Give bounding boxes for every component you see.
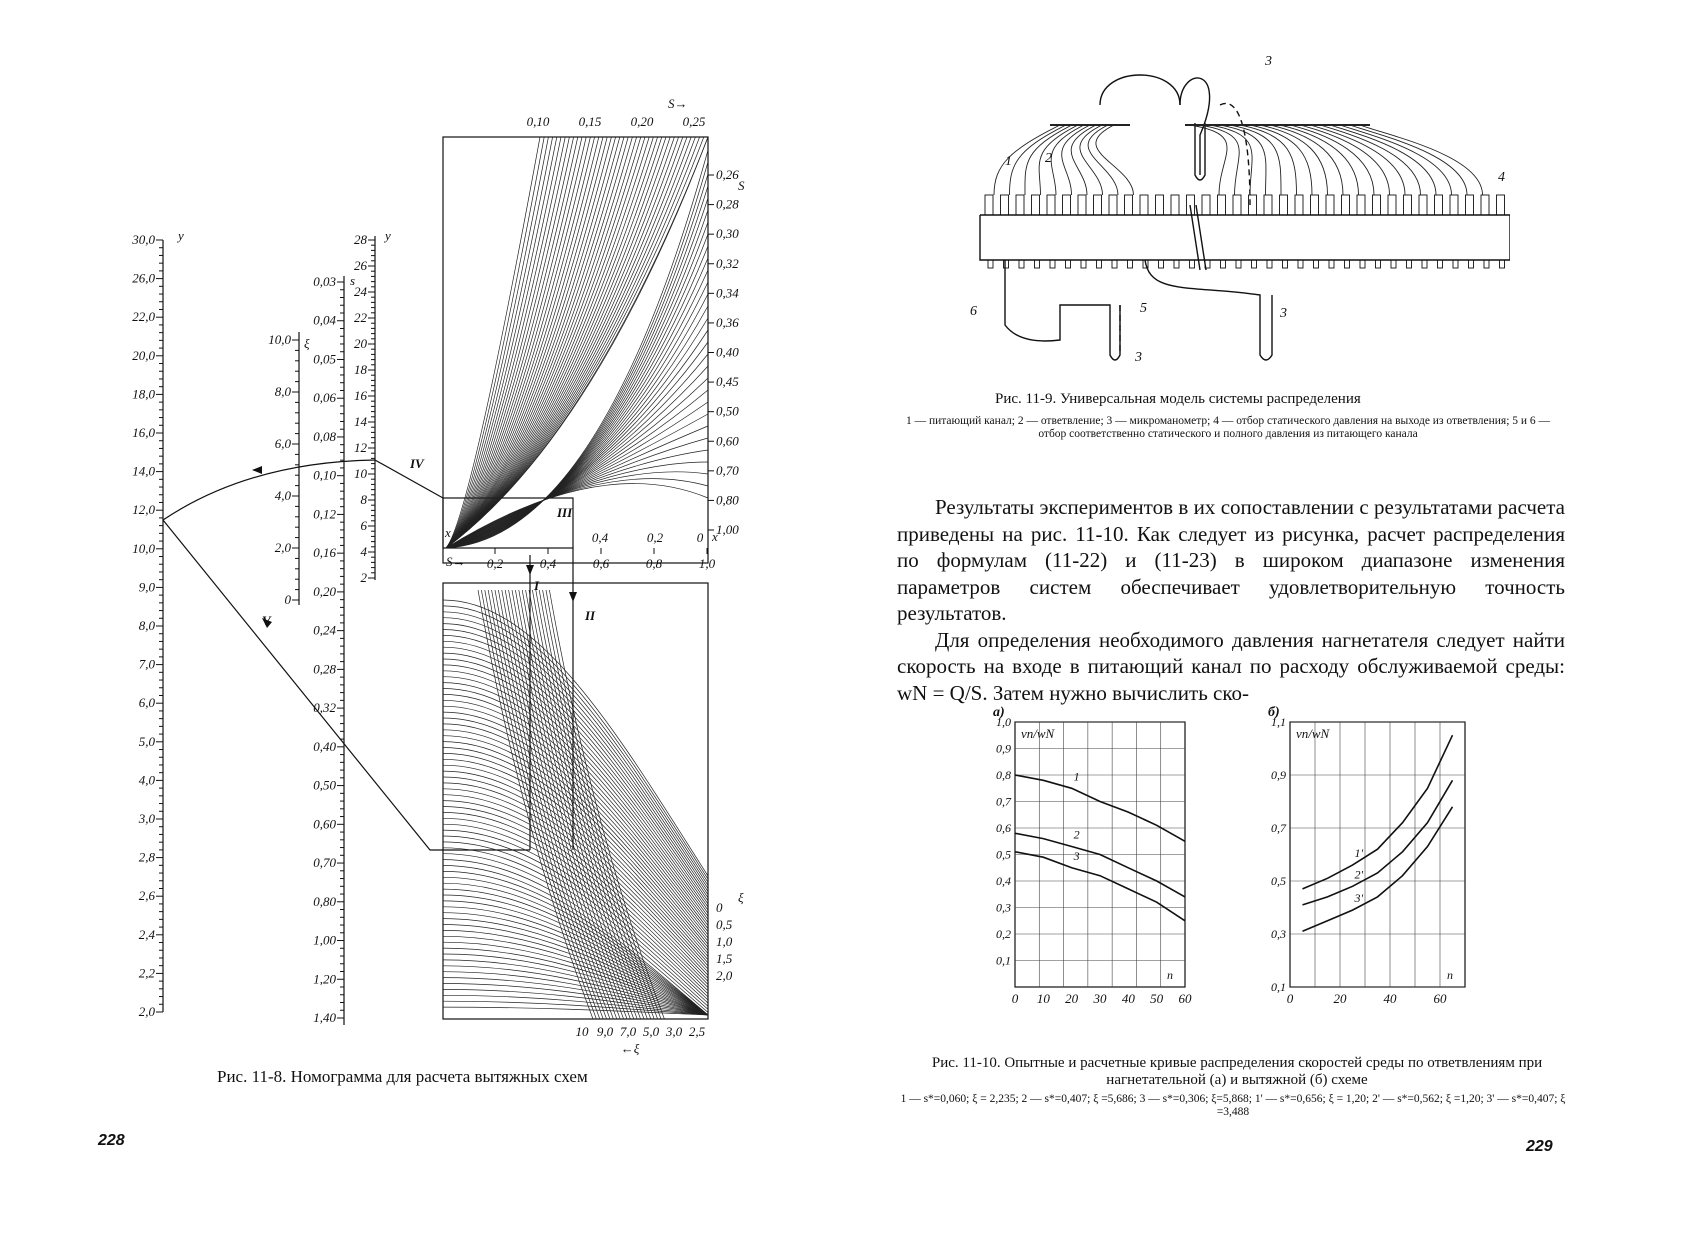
y1-scale-label: 30,0: [132, 232, 155, 247]
mid-axis-label: 0,6: [592, 556, 610, 571]
feeding-channel: [980, 215, 1510, 260]
branch-stub: [1450, 195, 1458, 215]
figure-11-10-legend: 1 — s*=0,060; ξ = 2,235; 2 — s*=0,407; ξ =5,686; 3 — s*=0,306; ξ=5,868; 1' — s*=0,656; ξ = 1,20; 2' — s*=0,562; ξ =1,20; 3' — s*=0,407; ξ =3,488: [900, 1093, 1566, 1118]
y1-scale-label: 2,2: [138, 965, 155, 981]
right-s-axis-label: 0,32: [716, 255, 739, 271]
x-tick-label: 0: [1011, 991, 1019, 1006]
bottom-stub: [1376, 260, 1381, 268]
branch-stub: [1063, 195, 1071, 215]
x-tick-label: 20: [1065, 991, 1079, 1006]
plot-frame: [1290, 722, 1465, 987]
y1-scale-label: 6,0: [138, 695, 155, 711]
x-tick-label: 60: [1178, 991, 1192, 1006]
y-tick-label: 0,1: [996, 953, 1011, 968]
branch-stub: [1373, 195, 1381, 215]
branch-tube-right: [1260, 125, 1328, 195]
series-label-1: 1: [1073, 769, 1080, 784]
series-line-1': [1303, 735, 1453, 889]
y2-scale-title: y: [385, 228, 391, 243]
s-mid-scale-label: 0,12: [313, 506, 336, 522]
inner-x-label: 0: [696, 530, 704, 545]
y1-scale-label: 18,0: [132, 386, 155, 402]
branch-stub: [1497, 195, 1505, 215]
s-mid-scale-label: 0,04: [313, 312, 336, 328]
branch-tubes: [985, 125, 1505, 268]
top-s-axis-label: 0,10: [526, 114, 550, 129]
y1-scale-title: y: [178, 228, 184, 243]
top-s-axis-label: 0,25: [682, 114, 706, 129]
branch-stub: [1125, 195, 1133, 215]
tube-left-top: [1100, 75, 1180, 105]
roman-label-V: V: [262, 613, 271, 628]
s-mid-scale-label: 0,50: [313, 777, 336, 793]
y-tick-label: 0,4: [996, 874, 1011, 888]
lower-curve: [443, 1007, 708, 1015]
bottom-stub: [1453, 260, 1458, 268]
lower-curve: [443, 624, 708, 889]
bottom-stub: [1004, 260, 1009, 268]
x-tick-label: 20: [1333, 991, 1347, 1006]
top-s-axis-title: S→: [668, 96, 688, 111]
y-tick-label: 0,7: [1271, 821, 1286, 835]
branch-stub: [1280, 195, 1288, 215]
s-mid-scale-label: 0,03: [313, 274, 336, 289]
bottom-stub: [1391, 260, 1396, 268]
branch-stub: [1032, 195, 1040, 215]
bottom-stub: [1360, 260, 1365, 268]
lower-curve: [443, 618, 708, 886]
branch-stub: [1264, 195, 1272, 215]
right-xi-axis-label: 2,0: [716, 968, 733, 983]
series-line-2: [1015, 833, 1185, 897]
branch-stub: [1218, 195, 1226, 215]
branch-stub: [1016, 195, 1024, 215]
bottom-stub: [1314, 260, 1319, 268]
figure-11-8-caption: Рис. 11-8. Номограмма для расчета вытяжных схем: [217, 1067, 588, 1086]
x-tick-label: 40: [1121, 991, 1135, 1006]
bottom-stub: [1035, 260, 1040, 268]
y-tick-label: 0,3: [996, 900, 1011, 915]
paragraph-2: Для определения необходимого давления нагнетателя следует найти скорость на входе в питающий канал по расходу обслуживаемой среды: wN = Q/S. Затем нужно вычислить ско-: [897, 627, 1565, 705]
branch-stub: [1202, 195, 1210, 215]
series-label-2: 2: [1073, 827, 1080, 842]
right-s-axis-label: 0,26: [716, 167, 739, 182]
xi-left-scale-label: 0: [284, 592, 291, 607]
bottom-stub: [1174, 260, 1179, 268]
branch-stub: [1295, 195, 1303, 215]
roman-label-II: II: [585, 608, 596, 623]
x-tick-label: 60: [1433, 991, 1447, 1006]
x-axis-label: n: [1447, 968, 1453, 982]
y2-scale-label: 10: [354, 466, 367, 481]
branch-stub: [1326, 195, 1334, 215]
series-label-2': 2': [1354, 867, 1364, 882]
mid-axis-label: 0,8: [645, 556, 663, 571]
upper-curve: [446, 137, 649, 548]
y1-scale-label: 3,0: [138, 811, 155, 826]
arrow-i: [526, 565, 534, 575]
y-tick-label: 0,1: [1271, 980, 1286, 994]
branch-stub: [1357, 195, 1365, 215]
series-line-3': [1303, 807, 1453, 932]
key-line-iv: [163, 460, 375, 520]
y2-scale-label: 6: [360, 518, 367, 533]
right-s-axis-label: 0,70: [716, 462, 739, 478]
branch-tube-right: [1360, 125, 1483, 195]
y-tick-label: 0,8: [996, 768, 1011, 782]
branch-stub: [1001, 195, 1009, 215]
s-mid-scale-label: 1,40: [313, 1010, 336, 1025]
branch-stub: [985, 195, 993, 215]
mid-axis-label: 0,4: [539, 556, 557, 571]
right-s-axis-label: 0,80: [716, 492, 739, 508]
s-mid-scale-label: 0,20: [313, 583, 336, 599]
bottom-stub: [1252, 260, 1257, 268]
y2-scale-label: 24: [354, 284, 367, 299]
y1-scale-label: 20,0: [132, 347, 155, 363]
roman-label-I: I: [534, 578, 540, 593]
right-s-axis-label: 0,30: [716, 226, 739, 242]
branch-stub: [1419, 195, 1427, 215]
lower-curve: [443, 694, 708, 925]
chart-b: [1235, 700, 1480, 1030]
mid-axis-label: 0,2: [486, 556, 504, 571]
bottom-axis-label: 9,0: [596, 1024, 614, 1039]
label-3-right: 3: [1280, 306, 1287, 321]
x-tick-label: 0: [1286, 991, 1294, 1006]
inner-x-label: 0,2: [646, 530, 664, 545]
bottom-stub: [1267, 260, 1272, 268]
roman-label-IV: IV: [410, 456, 424, 471]
manometer-left-bottom: [1005, 260, 1120, 360]
bottom-stub: [1438, 260, 1443, 268]
right-s-axis-label: 1,00: [716, 522, 739, 537]
bottom-stub: [1283, 260, 1288, 268]
s-mid-scale-label: 0,05: [313, 351, 336, 367]
label-2: 2: [1045, 151, 1052, 166]
x-tick-label: 50: [1150, 991, 1164, 1006]
y-tick-label: 1,1: [1271, 715, 1286, 729]
bottom-stub: [1469, 260, 1474, 268]
y1-scale-label: 8,0: [138, 618, 155, 633]
y1-scale-label: 22,0: [132, 309, 155, 325]
right-s-axis-title: S: [738, 178, 745, 193]
y-tick-label: 0,9: [996, 741, 1011, 756]
bottom-axis-label: 5,0: [642, 1024, 660, 1039]
y2-scale-label: 20: [354, 336, 367, 351]
bottom-axis-title: ←ξ: [620, 1041, 640, 1056]
y2-scale-label: 8: [360, 492, 367, 507]
key-line-v: [163, 520, 530, 850]
y1-scale-label: 7,0: [138, 656, 155, 672]
branch-stub: [1047, 195, 1055, 215]
y-tick-label: 0,7: [996, 794, 1011, 809]
branch-tube-left: [1010, 125, 1067, 195]
y-axis-label: vn/wN: [1021, 726, 1055, 741]
series-line-1: [1015, 775, 1185, 841]
lower-steep-curve: [522, 590, 637, 1019]
branch-stub: [1078, 195, 1086, 215]
s-mid-scale-label: 0,10: [313, 467, 336, 483]
y2-scale-label: 12: [354, 440, 367, 455]
arrow-iv: [252, 466, 262, 474]
chart-a: [975, 700, 1205, 1030]
s-mid-scale-label: 0,32: [313, 700, 336, 716]
bottom-stub: [1407, 260, 1412, 268]
page-number-right: 229: [1526, 1138, 1553, 1155]
s-mid-scale-label: 1,20: [313, 971, 336, 987]
nomogram-curves: [443, 137, 708, 1019]
label-5: 5: [1140, 301, 1147, 316]
right-xi-axis-label: 1,5: [716, 951, 733, 966]
bottom-stub: [1190, 260, 1195, 268]
s-mid-scale-label: 0,60: [313, 816, 336, 832]
right-xi-axis-label: 1,0: [716, 934, 733, 949]
lower-steep-curve: [505, 590, 620, 1019]
y1-scale-label: 26,0: [132, 270, 155, 286]
paragraph-1: Результаты экспериментов в их сопоставлении с результатами расчета приведены на рис. 11-10. Как следует из рисунка, расчет распределения по формулам (11-22) и (11-23) в широком диапазоне изменения параметров систем обеспечивает удовлетворительную точность результатов.: [897, 495, 1565, 625]
y2-scale-label: 16: [354, 388, 367, 403]
right-xi-axis-title: ξ: [738, 890, 744, 905]
bottom-stub: [1345, 260, 1350, 268]
label-4: 4: [1498, 170, 1505, 185]
y2-scale-label: 14: [354, 414, 367, 429]
y-tick-label: 1,0: [996, 715, 1011, 729]
figure-11-10-caption: Рис. 11-10. Опытные и расчетные кривые распределения скоростей среды по ответвлениям при нагнетательной (а) и вытяжной (б) схеме: [931, 1055, 1543, 1088]
bottom-stub: [1500, 260, 1505, 268]
right-s-axis-label: 0,60: [716, 433, 739, 449]
y2-scale-label: 26: [354, 258, 367, 273]
branch-stub: [1140, 195, 1148, 215]
x-tick-label: 40: [1383, 991, 1397, 1006]
bottom-stub: [1097, 260, 1102, 268]
panel-label: а): [993, 705, 1005, 720]
s-mid-scale-title: s: [350, 273, 356, 288]
bottom-stub: [1236, 260, 1241, 268]
xi-left-scale-label: 4,0: [274, 488, 291, 503]
y-tick-label: 0,6: [996, 821, 1011, 835]
y-tick-label: 0,9: [1271, 768, 1286, 782]
label-3-top: 3: [1265, 55, 1272, 69]
lower-curve: [443, 606, 708, 879]
bottom-stub: [1298, 260, 1303, 268]
bottom-stub: [988, 260, 993, 268]
branch-tube-left: [1088, 125, 1118, 195]
y1-scale-label: 2,0: [138, 1004, 155, 1019]
branch-stub: [1388, 195, 1396, 215]
y1-scale-label: 2,8: [138, 849, 155, 865]
y1-scale-label: 2,4: [138, 926, 155, 942]
branch-stub: [1342, 195, 1350, 215]
right-s-axis-label: 0,36: [716, 314, 739, 330]
nomogram-ticks: [156, 175, 714, 1018]
mid-axis-title: S→: [446, 554, 466, 569]
xi-left-scale-label: 6,0: [274, 436, 291, 451]
nomogram-labels: [131, 96, 745, 1056]
right-s-axis-label: 0,28: [716, 196, 739, 212]
body-text: [897, 494, 1565, 706]
x-label-left: x: [445, 525, 451, 540]
figure-11-9-diagram: [950, 55, 1510, 375]
right-s-axis-label: 0,50: [716, 403, 739, 419]
y-tick-label: 0,5: [1271, 874, 1286, 888]
branch-stub: [1466, 195, 1474, 215]
x-tick-label: 10: [1036, 991, 1050, 1006]
branch-stub: [1404, 195, 1412, 215]
y1-scale-label: 5,0: [138, 733, 155, 749]
xi-left-scale-title: ξ: [304, 336, 310, 351]
bottom-stub: [1422, 260, 1427, 268]
bottom-stub: [1112, 260, 1117, 268]
y2-scale-label: 18: [354, 362, 367, 377]
bottom-axis-label: 2,5: [688, 1024, 706, 1039]
series-label-1': 1': [1354, 846, 1364, 861]
upper-curve: [446, 137, 641, 548]
branch-stub: [1481, 195, 1489, 215]
y1-scale-label: 12,0: [132, 502, 155, 518]
bottom-axis-label: 7,0: [619, 1024, 637, 1039]
bottom-stub: [1066, 260, 1071, 268]
x-label-right: x: [712, 529, 718, 544]
xi-left-scale-label: 2,0: [274, 540, 291, 555]
bottom-stub: [1329, 260, 1334, 268]
right-xi-axis-label: 0: [716, 900, 723, 915]
s-mid-scale-label: 0,24: [313, 622, 336, 638]
lower-curve: [443, 647, 708, 901]
xi-left-scale-label: 10,0: [268, 332, 291, 347]
roman-label-III: III: [557, 505, 573, 520]
arrow-ii: [569, 592, 577, 602]
branch-stub: [1171, 195, 1179, 215]
inner-x-label: 0,4: [591, 530, 609, 545]
x-tick-label: 30: [1093, 991, 1107, 1006]
page-number-left: 228: [98, 1132, 125, 1149]
manometer-3-right: [1145, 260, 1272, 360]
s-mid-scale-label: 0,80: [313, 893, 336, 909]
y-axis-label: vn/wN: [1296, 726, 1330, 741]
y2-scale-label: 2: [360, 570, 367, 585]
branch-stub: [1435, 195, 1443, 215]
y2-scale-label: 28: [354, 232, 367, 247]
y1-scale-label: 4,0: [138, 772, 155, 788]
y1-scale-label: 16,0: [132, 425, 155, 440]
s-mid-scale-label: 0,70: [313, 855, 336, 871]
s-mid-scale-label: 0,08: [313, 428, 336, 444]
right-xi-axis-label: 0,5: [716, 917, 733, 932]
right-s-axis-label: 0,40: [716, 344, 739, 360]
label-6: 6: [970, 304, 977, 319]
y-tick-label: 0,5: [996, 847, 1011, 862]
upper-curve: [446, 137, 620, 548]
mid-axis-label: 1,0: [698, 556, 716, 571]
top-s-axis-label: 0,20: [630, 114, 654, 129]
label-3-bottom: 3: [1135, 350, 1142, 365]
bottom-axis-label: 10: [575, 1024, 589, 1039]
branch-stub: [1094, 195, 1102, 215]
branch-tube-right: [1220, 125, 1266, 195]
s-mid-scale-label: 1,00: [313, 932, 336, 948]
bottom-stub: [1019, 260, 1024, 268]
figure-11-9-caption: Рис. 11-9. Универсальная модель системы распределения: [995, 391, 1361, 407]
y1-scale-label: 2,6: [138, 888, 155, 904]
xi-left-scale-label: 8,0: [274, 384, 291, 399]
branch-tube-right: [1230, 125, 1281, 195]
series-line-3: [1015, 852, 1185, 921]
bottom-stub: [1050, 260, 1055, 268]
right-s-axis-label: 0,45: [716, 374, 739, 390]
bottom-stub: [1484, 260, 1489, 268]
branch-stub: [1156, 195, 1164, 215]
bottom-axis-label: 3,0: [665, 1024, 683, 1039]
s-mid-scale-label: 0,40: [313, 738, 336, 754]
branch-stub: [1311, 195, 1319, 215]
y-tick-label: 0,2: [996, 927, 1011, 941]
y2-scale-label: 22: [354, 310, 367, 325]
key-line-iv-link: [375, 460, 443, 498]
s-mid-scale-label: 0,16: [313, 545, 336, 561]
right-s-axis-label: 0,34: [716, 285, 739, 301]
bottom-stub: [1159, 260, 1164, 268]
s-mid-scale-label: 0,06: [313, 390, 336, 406]
branch-tube-left: [1096, 125, 1134, 195]
top-s-axis-label: 0,15: [578, 114, 602, 129]
series-label-3': 3': [1354, 891, 1364, 906]
bottom-stub: [1128, 260, 1133, 268]
s-mid-scale-label: 0,28: [313, 661, 336, 677]
y2-scale-label: 4: [360, 544, 367, 559]
series-label-3: 3: [1073, 848, 1080, 863]
bottom-stub: [1081, 260, 1086, 268]
y1-scale-label: 10,0: [132, 540, 155, 556]
label-1: 1: [1005, 154, 1012, 169]
y1-scale-label: 9,0: [138, 579, 155, 595]
y-tick-label: 0,3: [1271, 927, 1286, 941]
y1-scale-label: 14,0: [132, 463, 155, 479]
figure-11-9-legend: 1 — питающий канал; 2 — ответвление; 3 — микроманометр; 4 — отбор статического давления на выходе из ответвления; 5 и 6 — отбор соответственно статического и полного давления из питающего канала: [905, 415, 1551, 440]
panel-label: б): [1268, 705, 1280, 720]
branch-tube-right: [1320, 125, 1421, 195]
branch-tube-right: [1340, 125, 1452, 195]
bottom-stub: [1221, 260, 1226, 268]
branch-stub: [1109, 195, 1117, 215]
x-axis-label: n: [1167, 968, 1173, 982]
branch-stub: [1233, 195, 1241, 215]
